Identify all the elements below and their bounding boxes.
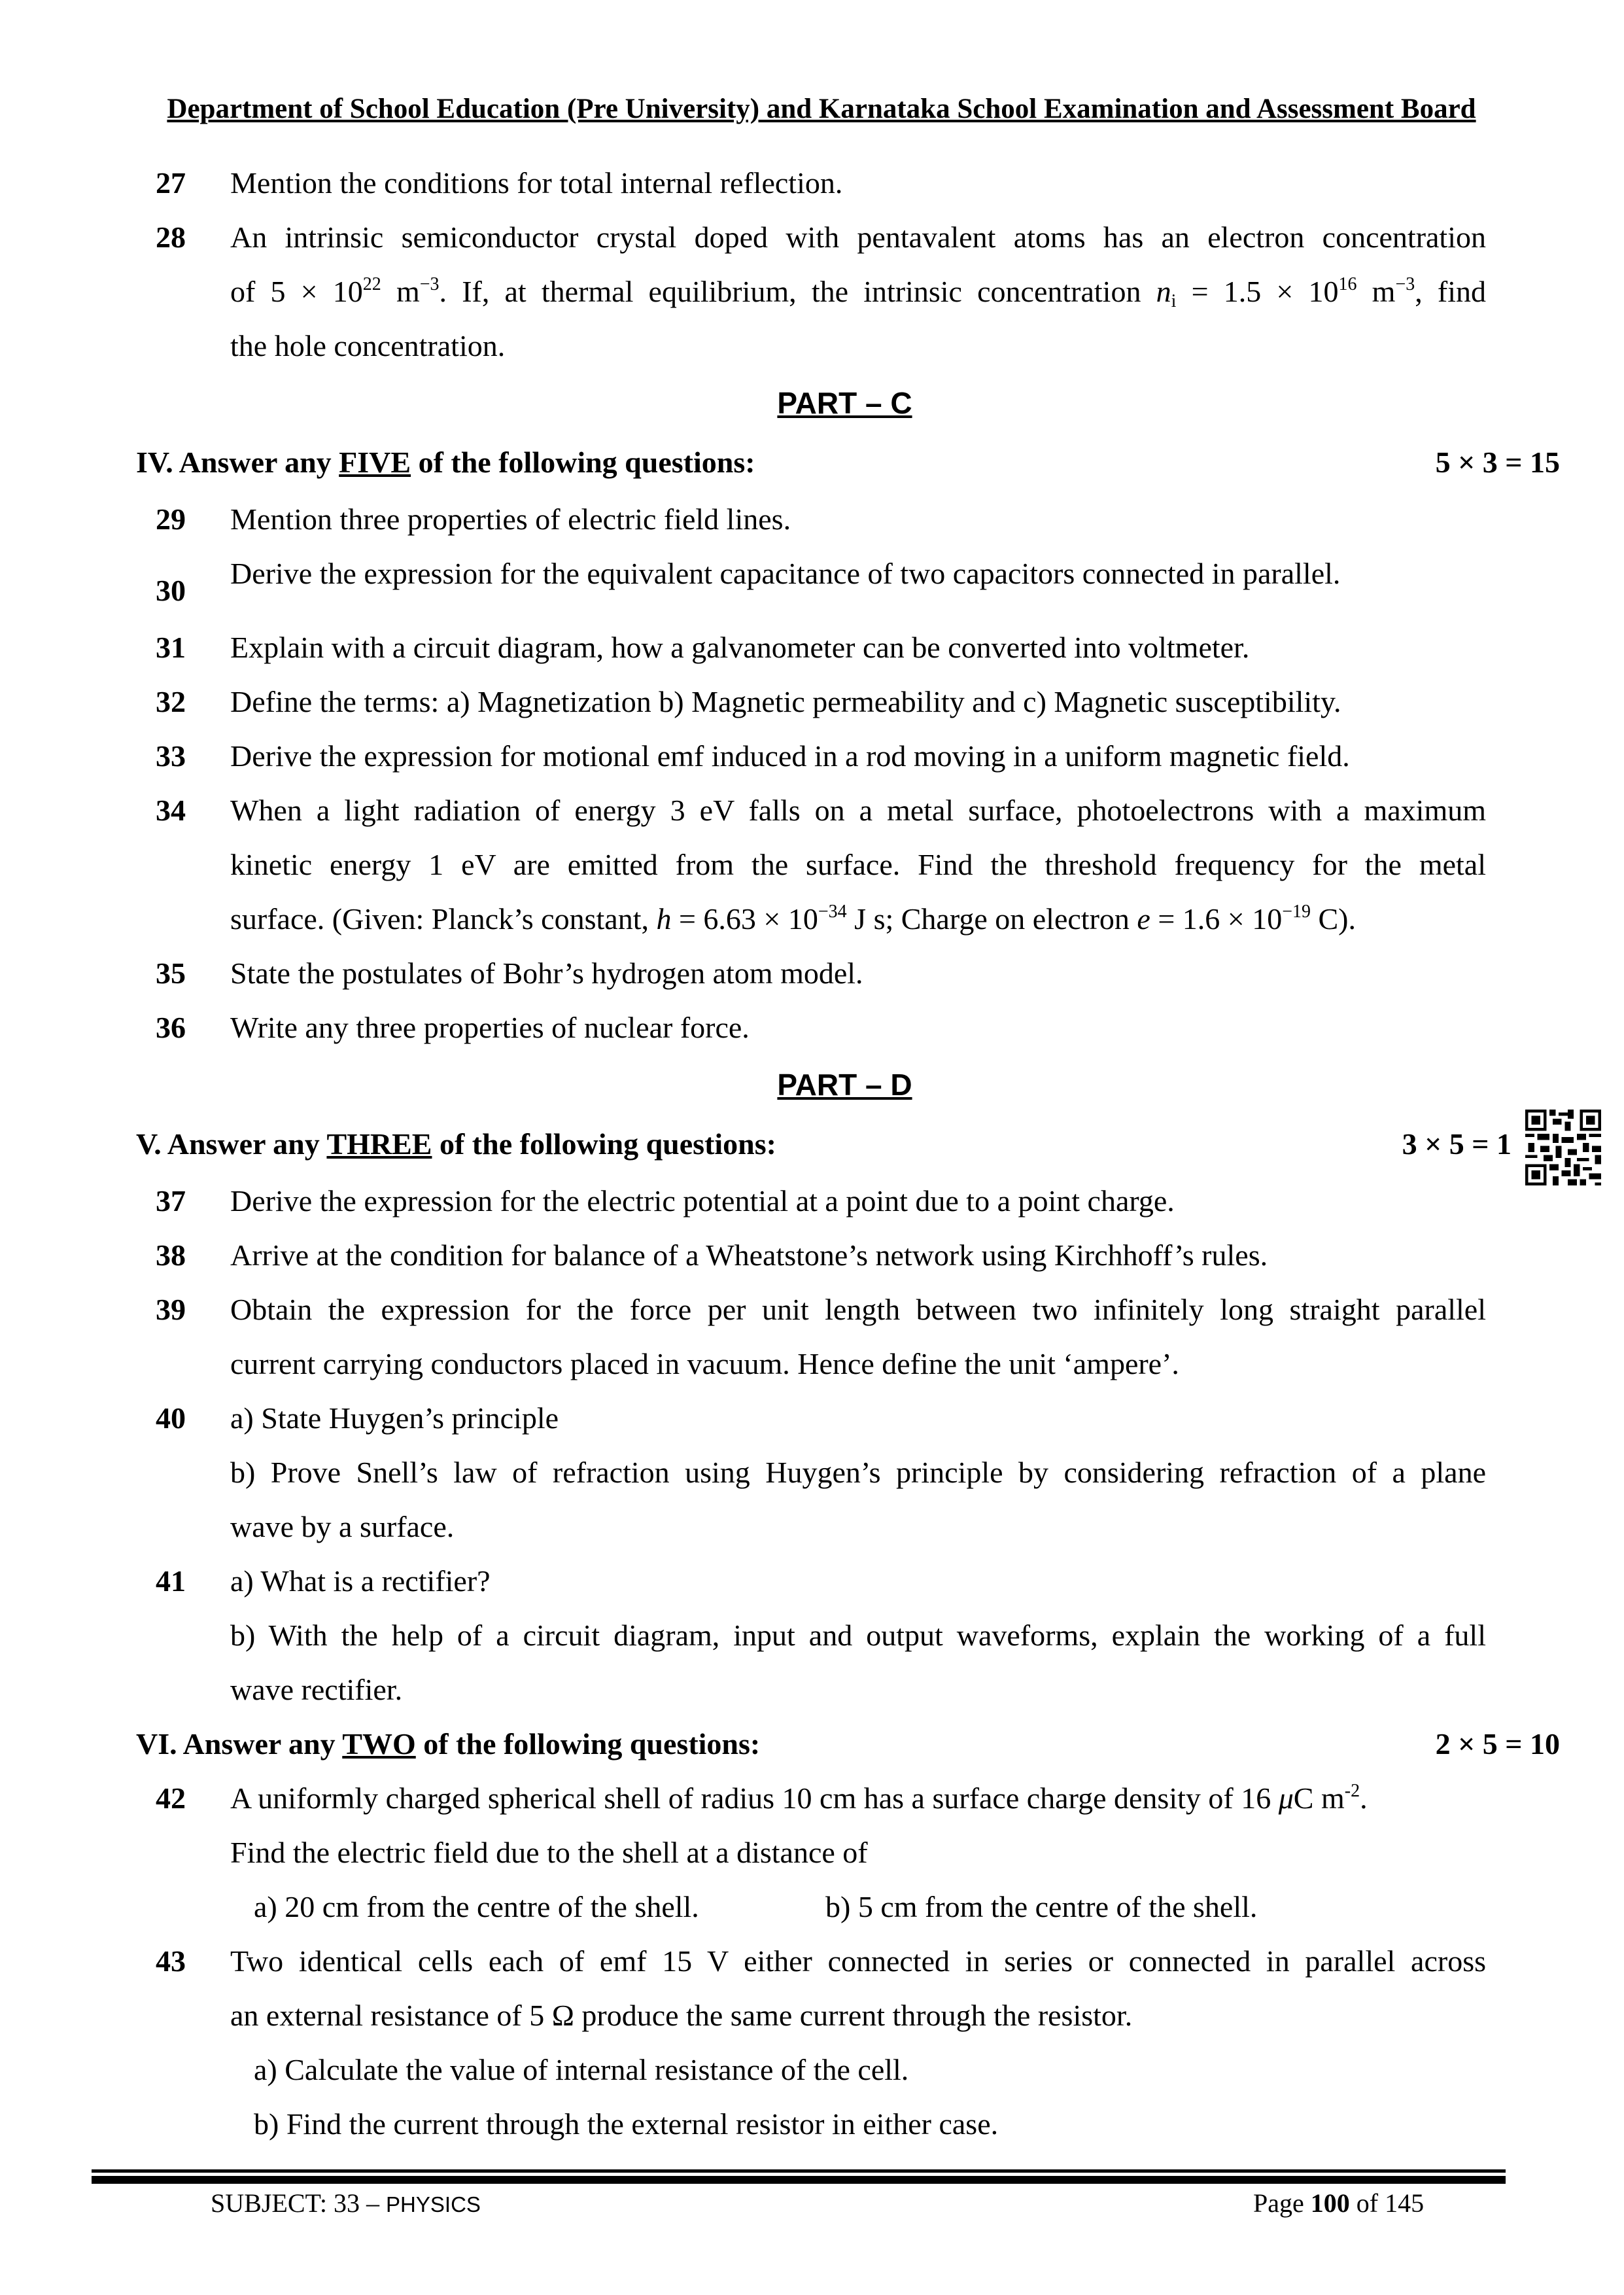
- question-number: 42: [156, 1781, 186, 1815]
- question-text: [230, 264, 1486, 319]
- question-number: 29: [156, 502, 186, 536]
- question-28-line: [0, 264, 1624, 319]
- exp: −3: [419, 274, 440, 294]
- question-38: [0, 1228, 1624, 1282]
- question-text: State the postulates of Bohr’s hydrogen atom model.: [230, 956, 863, 990]
- footer-subject: [211, 2184, 481, 2223]
- t: FIVE: [339, 446, 411, 479]
- var: h: [656, 902, 672, 936]
- question-42-options: [0, 1880, 1624, 1934]
- question-text: wave by a surface.: [230, 1510, 455, 1543]
- question-text: Mention three properties of electric field lines.: [230, 502, 791, 536]
- question-40-line: [0, 1445, 1624, 1499]
- question-number: 33: [156, 739, 186, 773]
- t: THREE: [326, 1127, 432, 1161]
- question-text: a) What is a rectifier?: [230, 1564, 491, 1598]
- question-number: 39: [156, 1293, 186, 1326]
- var: n: [1156, 275, 1171, 308]
- question-text: Two identical cells each of emf 15 V either connected in series or connected in parallel across: [230, 1944, 1486, 1978]
- option-a: a) 20 cm from the centre of the shell.: [254, 1890, 699, 1923]
- question-number: 37: [156, 1184, 186, 1218]
- t: = 1.6 × 10: [1150, 902, 1283, 936]
- question-text: Write any three properties of nuclear force.: [230, 1011, 750, 1044]
- question-text: Find the electric field due to the shell at a distance of: [230, 1836, 868, 1869]
- question-number: 32: [156, 685, 186, 718]
- t: A uniformly charged spherical shell of radius 10 cm has a surface charge density of 16: [230, 1781, 1279, 1815]
- t: of the following questions:: [411, 446, 755, 479]
- question-31: [0, 620, 1624, 674]
- question-33: [0, 729, 1624, 783]
- question-number: 34: [156, 794, 186, 827]
- exp: −34: [818, 902, 847, 922]
- question-number: 31: [156, 631, 186, 664]
- t: TWO: [342, 1727, 416, 1761]
- question-text: Derive the expression for motional emf induced in a rod moving in a uniform magnetic field.: [230, 739, 1350, 773]
- question-text: When a light radiation of energy 3 eV falls on a metal surface, photoelectrons with a maximum: [230, 794, 1486, 827]
- question-text: Arrive at the condition for balance of a Wheatstone’s network using Kirchhoff’s rules.: [230, 1238, 1268, 1272]
- question-number: 28: [156, 220, 186, 254]
- question-number: 40: [156, 1401, 186, 1435]
- t: C).: [1311, 902, 1356, 936]
- page-header: Department of School Education (Pre University) and Karnataka School Examination and Assessment Board: [167, 94, 1476, 124]
- t: SUBJECT: 33 –: [211, 2188, 387, 2218]
- question-number: 43: [156, 1944, 186, 1978]
- t: of 5 × 10: [230, 275, 363, 308]
- t: , find: [1415, 275, 1487, 308]
- question-text: b) With the help of a circuit diagram, input and output waveforms, explain the working of a full: [230, 1619, 1486, 1652]
- t: . If, at thermal equilibrium, the intrinsic concentration: [439, 275, 1156, 308]
- var: μ: [1278, 1781, 1294, 1815]
- section-vi-heading: [0, 1717, 1624, 1771]
- t: 100: [1310, 2188, 1350, 2218]
- section-instruction: [136, 1717, 760, 1771]
- question-41-line: [0, 1608, 1624, 1662]
- question-29: [0, 492, 1624, 546]
- question-text: an external resistance of 5 Ω produce the same current through the resistor.: [230, 1999, 1133, 2032]
- question-36: [0, 1000, 1624, 1055]
- t: m: [381, 275, 420, 308]
- exp: −19: [1282, 902, 1311, 922]
- t: Page: [1253, 2188, 1311, 2218]
- part-d-heading: PART – D: [777, 1068, 912, 1102]
- question-41: [0, 1554, 1624, 1608]
- t: of 145: [1349, 2188, 1425, 2218]
- question-43-line: [0, 1988, 1624, 2042]
- exp: -2: [1344, 1781, 1360, 1801]
- question-30: [0, 546, 1624, 620]
- question-40-line: [0, 1499, 1624, 1554]
- question-text: [230, 1771, 1486, 1825]
- question-37: [0, 1174, 1624, 1228]
- t: PHYSICS: [386, 2192, 481, 2216]
- section-marks: 3 × 5 = 1: [1402, 1127, 1512, 1161]
- t: C m: [1293, 1781, 1345, 1815]
- question-text: Explain with a circuit diagram, how a galvanometer can be converted into voltmeter.: [230, 631, 1250, 664]
- section-iv-heading: [0, 433, 1624, 492]
- t: .: [1360, 1781, 1368, 1815]
- question-40: [0, 1391, 1624, 1445]
- question-number: 30: [156, 574, 186, 607]
- section-marks: 5 × 3 = 15: [1435, 446, 1560, 479]
- option-b: b) 5 cm from the centre of the shell.: [825, 1890, 1258, 1923]
- t: surface. (Given: Planck’s constant,: [230, 902, 657, 936]
- t: m: [1356, 275, 1396, 308]
- t: of the following questions:: [415, 1727, 761, 1761]
- question-34-line: [0, 837, 1624, 892]
- question-text: current carrying conductors placed in vacuum. Hence define the unit ‘ampere’.: [230, 1347, 1179, 1380]
- question-39: [0, 1282, 1624, 1337]
- question-text: a) State Huygen’s principle: [230, 1401, 559, 1435]
- t: of the following questions:: [432, 1127, 776, 1161]
- qr-code: [1525, 1110, 1601, 1185]
- question-text: kinetic energy 1 eV are emitted from the surface. Find the threshold frequency for the metal: [230, 848, 1486, 881]
- question-number: 27: [156, 166, 186, 200]
- question-42: [0, 1771, 1624, 1825]
- question-text: b) Prove Snell’s law of refraction using Huygen’s principle by considering refraction of a plane: [230, 1456, 1486, 1489]
- t: = 6.63 × 10: [671, 902, 818, 936]
- section-instruction: [136, 1115, 776, 1174]
- footer-page-number: [1253, 2184, 1424, 2223]
- t: V. Answer any: [136, 1127, 327, 1161]
- question-32: [0, 674, 1624, 729]
- question-text: Mention the conditions for total internal reflection.: [230, 166, 843, 200]
- question-43: [0, 1934, 1624, 1988]
- question-43-line: [0, 2042, 1624, 2097]
- question-number: 36: [156, 1011, 186, 1044]
- question-number: 41: [156, 1564, 186, 1598]
- footer-rule-thick: [92, 2176, 1506, 2184]
- question-43-line: [0, 2097, 1624, 2151]
- question-text: wave rectifier.: [230, 1673, 403, 1706]
- question-text: Obtain the expression for the force per unit length between two infinitely long straight parallel: [230, 1293, 1486, 1326]
- question-34: [0, 783, 1624, 837]
- question-34-line: [0, 892, 1624, 946]
- question-text: Derive the expression for the equivalent capacitance of two capacitors connected in parallel.: [230, 557, 1341, 590]
- question-41-line: [0, 1662, 1624, 1717]
- t: J s; Charge on electron: [846, 902, 1137, 936]
- question-28: [0, 210, 1624, 264]
- question-42-line: [0, 1825, 1624, 1880]
- question-text: Define the terms: a) Magnetization b) Magnetic permeability and c) Magnetic susceptibility.: [230, 685, 1341, 718]
- section-v-heading: [0, 1115, 1624, 1174]
- question-text: [230, 892, 1486, 946]
- section-marks: 2 × 5 = 10: [1435, 1727, 1560, 1761]
- question-27: [0, 156, 1624, 210]
- sub: i: [1171, 291, 1177, 311]
- t: VI. Answer any: [136, 1727, 343, 1761]
- footer-rule-thin: [92, 2169, 1506, 2173]
- question-35: [0, 946, 1624, 1000]
- exp: −3: [1395, 274, 1415, 294]
- exp: 22: [362, 274, 381, 294]
- question-text: Derive the expression for the electric potential at a point due to a point charge.: [230, 1184, 1175, 1218]
- option-a: a) Calculate the value of internal resistance of the cell.: [254, 2053, 909, 2086]
- exp: 16: [1338, 274, 1357, 294]
- part-c-heading: PART – C: [777, 386, 912, 420]
- section-instruction: [136, 433, 755, 492]
- t: IV. Answer any: [136, 446, 339, 479]
- question-39-line: [0, 1337, 1624, 1391]
- question-number: 35: [156, 956, 186, 990]
- t: = 1.5 × 10: [1176, 275, 1339, 308]
- question-number: 38: [156, 1238, 186, 1272]
- question-paper: [0, 156, 1624, 2151]
- option-b: b) Find the current through the external resistor in either case.: [254, 2107, 999, 2141]
- question-text: the hole concentration.: [230, 329, 506, 362]
- var: e: [1137, 902, 1150, 936]
- question-28-line: [0, 319, 1624, 373]
- question-text: An intrinsic semiconductor crystal doped with pentavalent atoms has an electron concentration: [230, 220, 1486, 254]
